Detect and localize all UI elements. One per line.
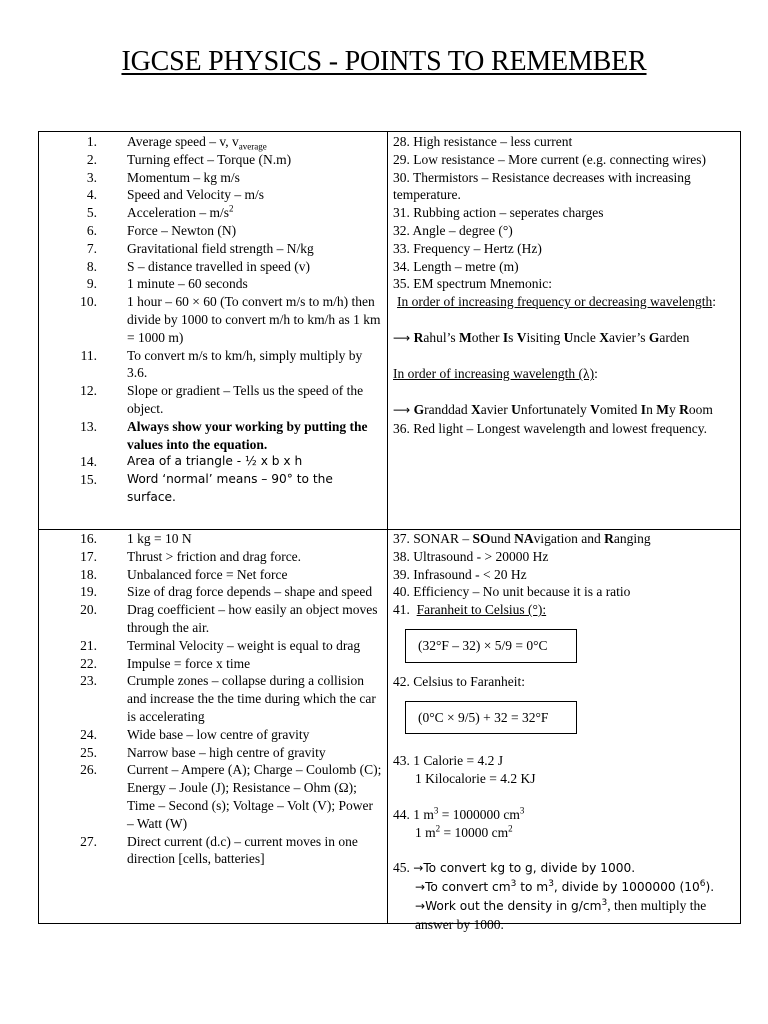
item-number: 10. [80,294,97,310]
item-text: Wide base – low centre of gravity [127,726,310,742]
item-number: 16. [80,531,97,546]
item-text: Terminal Velocity – weight is equal to drag [127,637,361,653]
note-31: 31. Rubbing action – seperates charges [393,205,604,221]
item-number: 13. [80,418,97,434]
item-number: 8. [86,258,97,274]
list-item [39,530,387,548]
note-40: 40. Efficiency – No unit because it is a ratio [393,584,631,600]
note-30: 30. Thermistors – Resistance decreases with increasing temperature. [393,169,691,203]
item-text: 1 minute – 60 seconds [127,276,248,292]
item-text: Unbalanced force = Net force [127,566,288,582]
item-number: 12. [80,383,97,399]
item-number: 1. [86,134,97,149]
formula-box-f-to-c: (32°F – 32) × 5/9 = 0°C [405,629,577,663]
note-38: 38. Ultrasound - > 20000 Hz [393,548,549,564]
note-39: 39. Infrasound - < 20 Hz [393,566,527,582]
item-text: Drag coefficient – how easily an object moves through the air. [127,602,378,635]
list-item [39,744,387,762]
note-37: 37. SONAR – SOund NAvigation and Ranging [393,531,651,546]
item-number: 7. [86,240,97,256]
note-42: 42. Celsius to Faranheit: [393,673,525,689]
notes-table [38,131,741,932]
list-item [39,471,387,507]
list-item [39,548,387,566]
mnemonic-reverse: ⟶ Granddad Xavier Unfortunately Vomited In My Room [393,401,713,417]
item-number: 14. [80,454,97,470]
note-34: 34. Length – metre (m) [393,258,519,274]
note-43a: 43. 1 Calorie = 4.2 J [393,753,503,769]
formula-box-c-to-f: (0°C × 9/5) + 32 = 32°F [405,701,577,735]
item-text: S – distance travelled in speed (v) [127,258,310,274]
item-number: 5. [86,205,97,221]
item-text: Momentum – kg m/s [127,169,240,185]
item-text: Word ‘normal’ means – 90° to the surface. [127,472,333,504]
item-text: Impulse = force x time [127,655,251,671]
item-number: 6. [86,222,97,238]
left-column-top [39,133,387,529]
mnemonic-rainbow: ⟶ Rahul’s Mother Is Visiting Uncle Xavier’s Garden [393,329,690,345]
list-item [39,347,387,383]
list-item [39,240,387,258]
note-44a: 44. 1 $m^3 = 1000000$ $cm^3$ [393,805,525,822]
list-item [39,566,387,584]
note-35: 35. EM spectrum Mnemonic: [393,276,552,292]
item-number: 23. [80,673,97,689]
list-item [39,151,387,169]
note-36: 36. Red light – Longest wavelength and lowest frequency. [393,420,708,436]
item-text: Area of a triangle - ½ x b x h [127,454,303,469]
list-item [39,258,387,276]
item-text: Size of drag force depends – shape and speed [127,584,373,600]
item-text: Turning effect – Torque (N.m) [127,151,292,167]
item-text: Average speed – v, $v_{average}$ [127,134,267,152]
item-number: 4. [86,187,97,203]
item-text: 1 kg = 10 N [127,531,192,546]
item-number: 9. [86,276,97,292]
note-44b: 1 $m^2 = 10000$ $cm^2$ [415,823,513,840]
item-number: 17. [80,548,97,564]
list-item [39,204,387,222]
list-item [39,672,387,725]
list-item [39,169,387,187]
item-text: Narrow base – high centre of gravity [127,744,326,760]
item-number: 27. [80,833,97,849]
note-32: 32. Angle – degree (°) [393,222,513,238]
list-item [39,583,387,601]
item-text: Crumple zones – collapse during a collision and increase the the time during which the car is accelerating [127,673,376,724]
list-item [39,761,387,832]
list-item [39,637,387,655]
item-text: Direct current (d.c) – current moves in one direction [cells, batteries] [127,833,358,867]
list-item [39,275,387,293]
item-text: Force – Newton (N) [127,222,237,238]
item-number: 18. [80,566,97,582]
item-number: 20. [80,602,97,618]
order-wavelength-heading: In order of increasing wavelength (λ): [393,366,598,382]
list-item [39,418,387,454]
note-29: 29. Low resistance – More current (e.g. connecting wires) [393,151,707,167]
note-45a: 45. →To convert kg to g, divide by 1000. [393,860,636,876]
item-number: 19. [80,584,97,600]
item-text: Slope or gradient – Tells us the speed of the object. [127,383,364,416]
item-number: 15. [80,472,97,488]
list-item [39,293,387,346]
item-number: 25. [80,744,97,760]
item-number: 2. [86,151,97,167]
item-text: 1 hour – 60 × 60 (To convert m/s to m/h) then divide by 1000 to convert m/h to km/h as 1 km = 1000 m) [127,294,381,345]
list-item [39,601,387,637]
note-28: 28. High resistance – less current [393,134,573,149]
item-text: Thrust > friction and drag force. [127,548,302,564]
item-number: 22. [80,655,97,671]
list-item [39,222,387,240]
order-frequency-heading: In order of increasing frequency or decreasing wavelength: [397,294,716,310]
left-column-bottom [39,530,387,924]
item-text: Always show your working by putting the values into the equation. [127,418,368,452]
item-number: 26. [80,762,97,778]
item-text: To convert m/s to km/h, simply multiply by 3.6. [127,347,363,381]
list-item [39,655,387,673]
list-item [39,133,387,151]
list-item [39,453,387,471]
item-text: Speed and Velocity – m/s [127,187,264,203]
item-text: Acceleration – $m/s^2$ [127,203,234,221]
item-number: 24. [80,726,97,742]
list-item [39,726,387,744]
list-item [39,382,387,418]
note-33: 33. Frequency – Hertz (Hz) [393,240,542,256]
note-45b: →To convert $cm^3$ to $m^3$, divide by 1000000 $(10^6)$. [415,878,715,894]
list-item [39,833,387,869]
right-column-top [388,133,740,529]
note-41: 41. Faranheit to Celsius (°): [393,602,547,618]
list-item [39,186,387,204]
note-43b: 1 Kilocalorie = 4.2 KJ [415,771,536,787]
item-number: 3. [86,169,97,185]
item-number: 21. [80,637,97,653]
right-column-bottom [388,530,740,932]
note-45c: →Work out the density in $g/cm^3$, then multiply the answer by 1000. [415,897,707,932]
item-text: Gravitational field strength – N/kg [127,240,314,256]
item-number: 11. [80,347,97,363]
item-text: Current – Ampere (A); Charge – Coulomb (C); Energy – Joule (J); Resistance – Ohm (Ω); Time – Second (s); Voltage – Volt (V); Power – Watt (W) [127,762,382,831]
page-title: IGCSE PHYSICS - POINTS TO REMEMBER [121,46,647,77]
